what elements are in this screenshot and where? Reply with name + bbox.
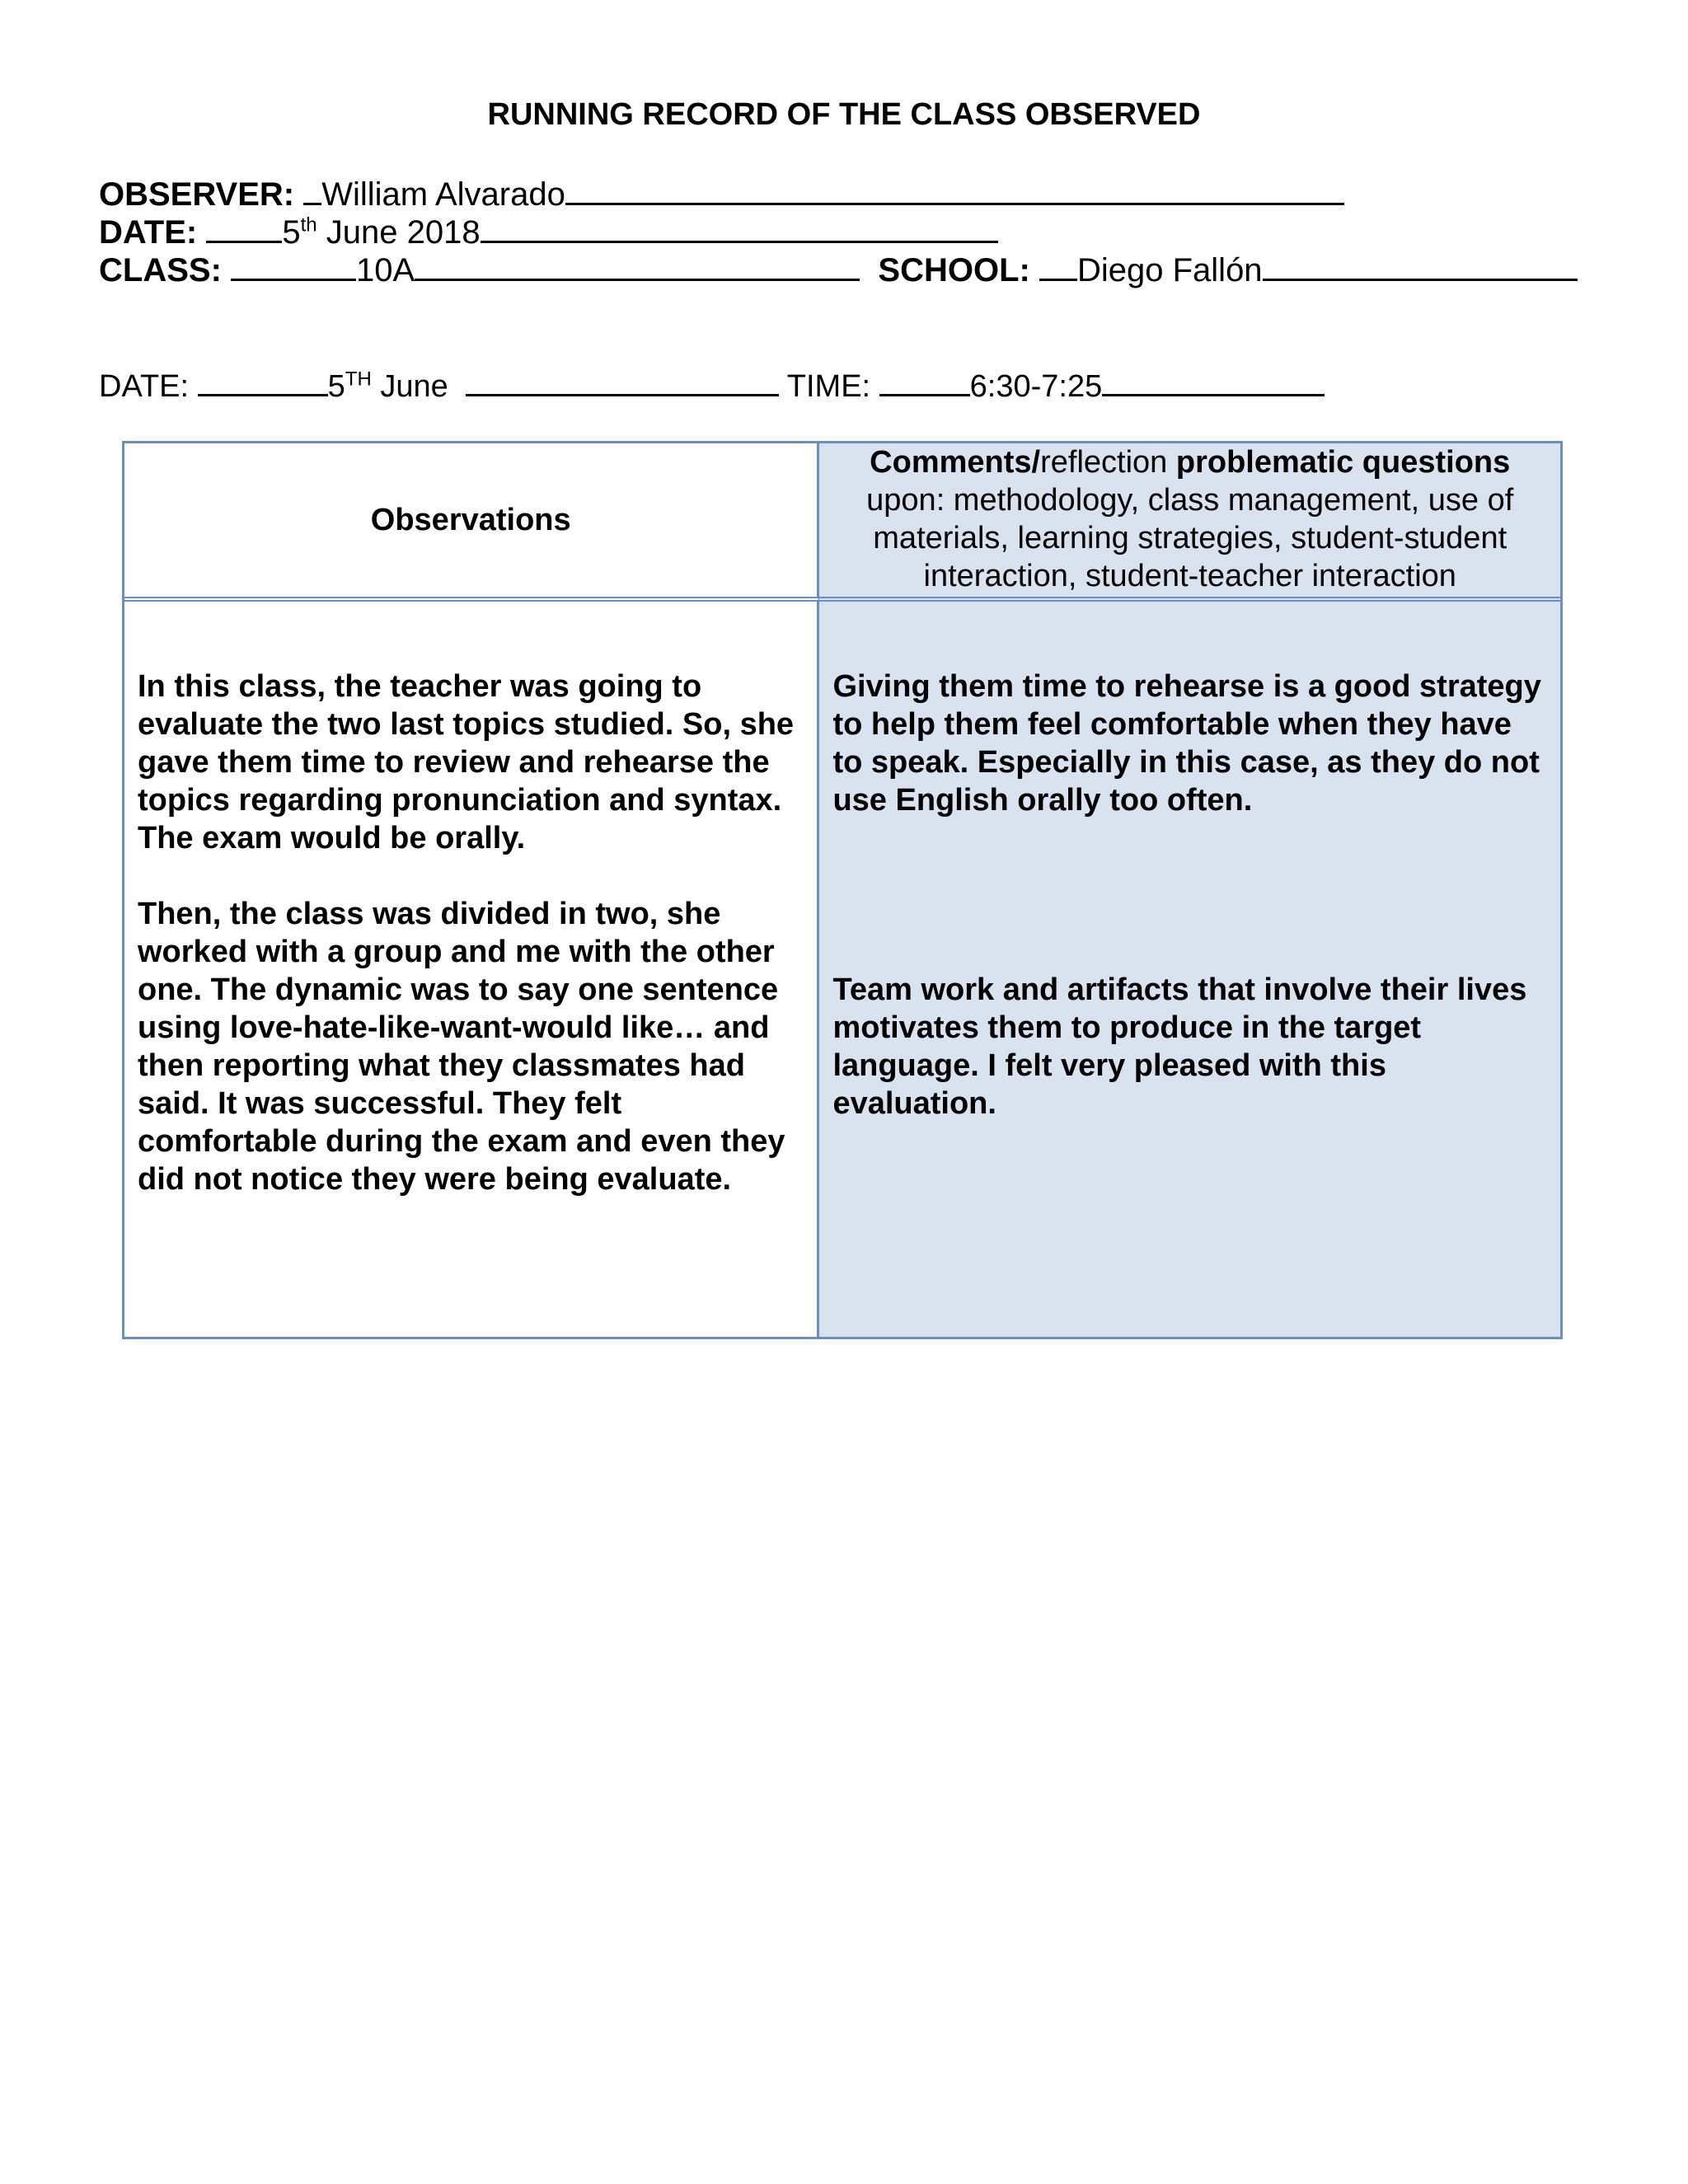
observer-value: William Alvarado: [321, 176, 565, 213]
observation-paragraph: In this class, the teacher was going to evaluate the two last topics studied. So, she gave them time to review and rehearse the topics regarding pronunciation and syntax. The exam would be orally.: [138, 669, 795, 855]
date-value: 5th June 2018: [282, 213, 481, 251]
comment-paragraph: Giving them time to rehearse is a good strategy to help them feel comfortable when they have to speak. Especially in this case, as they do not use English orally too often.: [832, 669, 1541, 818]
page-title: RUNNING RECORD OF THE CLASS OBSERVED: [487, 97, 1201, 132]
time-label: TIME:: [786, 369, 871, 404]
date-label: DATE:: [99, 214, 198, 251]
observer-line: [99, 171, 1344, 213]
comment-paragraph: Team work and artifacts that involve their lives motivates them to produce in the target language. I felt very pleased with this evaluation.: [832, 972, 1527, 1121]
session-date-value: 5TH June: [327, 368, 448, 404]
school-value: Diego Fallón: [1076, 252, 1263, 288]
session-date-label: DATE:: [99, 369, 190, 404]
class-label: CLASS:: [99, 252, 222, 288]
comments-cell: [819, 602, 1560, 1337]
observation-paragraph: Then, the class was divided in two, she worked with a group and me with the other one. The dynamic was to say one sentence using love-hate-like-want-would like… and then reporting what they classmates had said. It was successful. They felt comfortable during the exam and even they did not notice they were being evaluate.: [138, 897, 785, 1197]
date-line: [99, 209, 998, 251]
observations-cell: [124, 602, 819, 1337]
observation-table: [122, 441, 1563, 1339]
time-value: 6:30-7:25: [969, 369, 1103, 404]
school-label: SCHOOL:: [878, 252, 1030, 288]
comments-header: Comments/reflection problematic questions upon: methodology, class management, use of materials, learning strategies, student-student interaction, student-teacher interaction: [819, 443, 1560, 602]
class-school-line: [99, 247, 1578, 289]
class-value: 10A: [356, 252, 415, 288]
observations-header: Observations: [124, 443, 819, 602]
session-line: [99, 363, 1325, 405]
observer-label: OBSERVER:: [99, 176, 295, 213]
